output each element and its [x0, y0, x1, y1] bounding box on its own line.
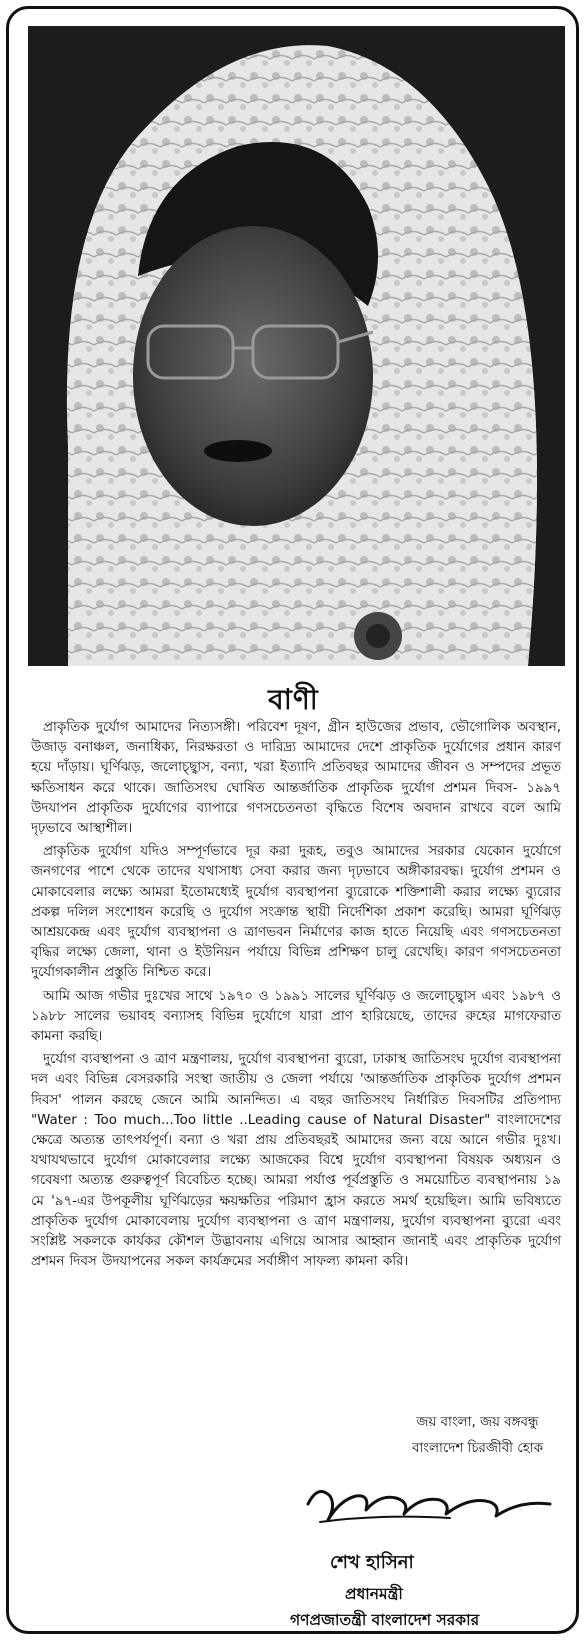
message-paragraph: দুর্যোগ ব্যবস্থাপনা ও ত্রাণ মন্ত্রণালয়, দুর্যোগ ব্যবস্থাপনা ব্যুরো, ঢাকাস্থ জাতিসংঘ দুর্যোগ ব্যবস্থাপনা দল এবং বিভিন্ন বেসরকারি সংস্থা জাতীয় ও জেলা পর্যায়ে 'আন্তর্জাতিক প্রাকৃতিক দুর্যোগ প্রশমন দিবস' পালন করছে জেনে আমি আনন্দিত। এ বছর জাতিসংঘ নির্ধারিত দিবসটির প্রতিপাদ্য "Water : Too much...Too little ..Leading cause of Natural Disaster" বাংলাদেশের ক্ষেত্রে অত্যন্ত তাৎপর্যপূর্ণ। বন্যা ও খরা প্রায় প্রতিবছরই আমাদের জন্য বয়ে আনে গভীর দুঃখ। যথাযথভাবে দুর্যোগ মোকাবেলার লক্ষ্যে আজকের বিশ্বে দুর্যোগ ব্যবস্থাপনা বিষয়ক অধ্যয়ন ও গবেষণা অত্যন্ত গুরুত্বপূর্ণ বিবেচিত হচ্ছে। আমরা পর্যাপ্ত পূর্বপ্রস্তুতি ও সময়োচিত ব্যবস্থাপনায় ১৯ মে '৯৭-এর উপকূলীয় ঘূর্ণিঝড়ের ক্ষয়ক্ষতির পরিমাণ হ্রাস করতে সমর্থ হয়েছিল। আমি ভবিষ্যতে প্রাকৃতিক দুর্যোগ মোকাবেলায় দুর্যোগ ব্যবস্থাপনা ও ত্রাণ মন্ত্রণালয়, দুর্যোগ ব্যবস্থাপনা ব্যুরো এবং সংশ্লিষ্ট সকলকে কার্যকর কৌশল উদ্ভাবনায় এগিয়ে আসার আহ্বান জানাই এবং প্রাকৃতিক দুর্যোগ প্রশমন দিবস উদযাপনের সকল কার্যক্রমের সর্বাঙ্গীণ সাফল্য কামনা করি।	[31, 1052, 561, 1270]
signatory-office: গণপ্রজাতন্ত্রী বাংলাদেশ সরকার	[290, 1611, 480, 1629]
portrait-photo	[28, 26, 565, 666]
message-body	[31, 718, 561, 1275]
signature-image	[300, 1466, 560, 1536]
signatory-title: প্রধানমন্ত্রী	[345, 1585, 403, 1603]
message-paragraph: আমি আজ গভীর দুঃখের সাথে ১৯৭০ ও ১৯৯১ সালের ঘূর্ণিঝড় ও জলোচ্ছ্বাস এবং ১৯৮৭ ও ১৯৮৮ সালের ভয়াবহ বন্যাসহ বিভিন্ন দুর্যোগে যারা প্রাণ হারিয়েছে, তাদের রুহের মাগফেরাত কামনা করছি।	[31, 988, 561, 1045]
closing-line: জয় বাংলা, জয় বঙ্গবন্ধু	[416, 1415, 539, 1430]
message-paragraph: প্রাকৃতিক দুর্যোগ যদিও সম্পূর্ণভাবে দূর করা দুরূহ, তবুও আমাদের সরকার যেকোন দুর্যোগে জনগণের পাশে থেকে তাদের যথাসাধ্য সেবা করার জন্য দৃঢ়ভাবে অঙ্গীকারবদ্ধ। দুর্যোগ প্রশমন ও মোকাবেলার লক্ষ্যে আমরা ইতোমধ্যেই দুর্যোগ ব্যবস্থাপনা ব্যুরোকে শক্তিশালী করার লক্ষ্যে ব্যুরোর প্রকল্প দলিল সংশোধন করেছি ও দুর্যোগ সংক্রান্ত স্থায়ী নির্দেশিকা প্রকাশ করেছি। আমরা ঘূর্ণিঝড় আশ্রয়কেন্দ্র এবং দুর্যোগ ব্যবস্থাপনা ও ত্রাণভবন নির্মাণের কাজ হাতে নিয়েছি এবং গণসচেতনতা বৃদ্ধির লক্ষ্যে জেলা, থানা ও ইউনিয়ন পর্যায়ে বিভিন্ন প্রশিক্ষণ চালু রেখেছি। কারণ গণসচেতনতা দুর্যোগকালীন প্রস্তুতি নিশ্চিত করে।	[31, 844, 561, 981]
message-paragraph: প্রাকৃতিক দুর্যোগ আমাদের নিত্যসঙ্গী। পরিবেশ দূষণ, গ্রীন হাউজের প্রভাব, ভৌগোলিক অবস্থান, উজাড় বনাঞ্চল, জনাধিক্য, নিরক্ষরতা ও দারিদ্র্য আমাদের দেশে প্রাকৃতিক দুর্যোগের প্রধান কারণ হয়ে দাঁড়ায়। ঘূর্ণিঝড়, জলোচ্ছ্বাস, বন্যা, খরা ইত্যাদি প্রতিবছর আমাদের জীবন ও সম্পদের প্রভূত ক্ষতিসাধন করে থাকে। জাতিসংঘ ঘোষিত আন্তর্জাতিক প্রাকৃতিক দুর্যোগ প্রশমন দিবস- ১৯৯৭ উদযাপন প্রাকৃতিক দুর্যোগের ব্যাপারে গণসচেতনতা বৃদ্ধিতে বিশেষ অবদান রাখবে বলে আমি দৃঢ়ভাবে আস্থাশীল।	[31, 720, 561, 837]
portrait-illustration	[28, 26, 565, 666]
closing-slogans	[412, 1410, 543, 1462]
page-title: বাণী	[268, 683, 319, 716]
signatory-name: শেখ হাসিনা	[330, 1552, 414, 1573]
closing-line: বাংলাদেশ চিরজীবী হোক	[411, 1441, 543, 1456]
